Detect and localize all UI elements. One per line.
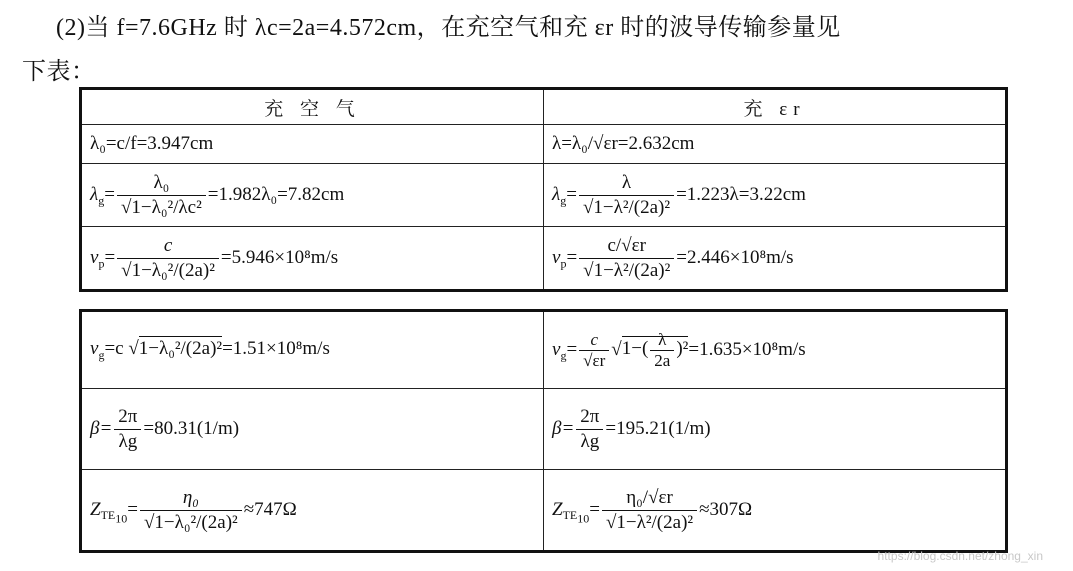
intro-paragraph xyxy=(22,6,1062,94)
cell-air-wave-impedance: $Z_{TE_{10}}=$ $\frac{\text{η₀}}{\text{√1−λ₀²/(2a)²}}$ ≈747Ω xyxy=(81,470,544,552)
cell-dielectric-phase-velocity: $v_p=$ $\frac{c/√\varepsilon r}{\text{√1−λ²/(2a)²}}$ =2.446×10⁸m/s xyxy=(544,227,1007,291)
intro-line-1: (2)当 f=7.6GHz 时 λc=2a=4.572cm，在充空气和充 εr 时的波导传输参量见 xyxy=(56,15,841,41)
cell-dielectric-wavelength: λ=λ₀/√εr=2.632cm xyxy=(544,125,1007,164)
table-row xyxy=(81,389,1007,470)
table-row xyxy=(81,125,1007,164)
cell-air-phase-velocity: $v_p=$ $\frac{c}{\text{√1−λ₀²/(2a)²}}$ =5.946×10⁸m/s xyxy=(81,227,544,291)
table-header-row xyxy=(81,89,1007,125)
parameter-table-bottom xyxy=(79,309,1008,553)
cell-dielectric-group-velocity: $v_g=$ $\frac{c}{√\varepsilon r}$ √1−( $\frac{\lambda}{2a}$ )²=1.635×10⁸m/s xyxy=(544,311,1007,389)
table-row xyxy=(81,227,1007,291)
header-dielectric: 充 εr xyxy=(544,89,1007,125)
cell-air-wavelength: λ₀=c/f=3.947cm xyxy=(81,125,544,164)
table-row xyxy=(81,311,1007,389)
header-air: 充 空 气 xyxy=(81,89,544,125)
cell-air-group-velocity: $v_g=c$ √1−λ₀²/(2a)²=1.51×10⁸m/s xyxy=(81,311,544,389)
cell-dielectric-wave-impedance: $Z_{TE_{10}}=$ $\frac{\text{η₀/√εr}}{\text{√1−λ²/(2a)²}}$ ≈307Ω xyxy=(544,470,1007,552)
cell-dielectric-phase-constant: β= $\frac{2\pi}{\lambda g}$ =195.21(1/m) xyxy=(544,389,1007,470)
cell-air-phase-constant: β= $\frac{2\pi}{\lambda g}$ =80.31(1/m) xyxy=(81,389,544,470)
cell-air-guide-wavelength: $\lambda_g=$ $\frac{\text{λ₀}}{\text{√1−λ₀²/λc²}}$ =1.982λ₀=7.82cm xyxy=(81,164,544,227)
intro-line-2: 下表： xyxy=(22,59,96,85)
cell-dielectric-guide-wavelength: $\lambda_g=$ $\frac{\lambda}{\text{√1−λ²/(2a)²}}$ =1.223λ=3.22cm xyxy=(544,164,1007,227)
table-row xyxy=(81,470,1007,552)
table-row xyxy=(81,164,1007,227)
parameter-table-top xyxy=(79,87,1008,292)
watermark: https://blog.csdn.net/zhong_xin xyxy=(877,549,1043,563)
